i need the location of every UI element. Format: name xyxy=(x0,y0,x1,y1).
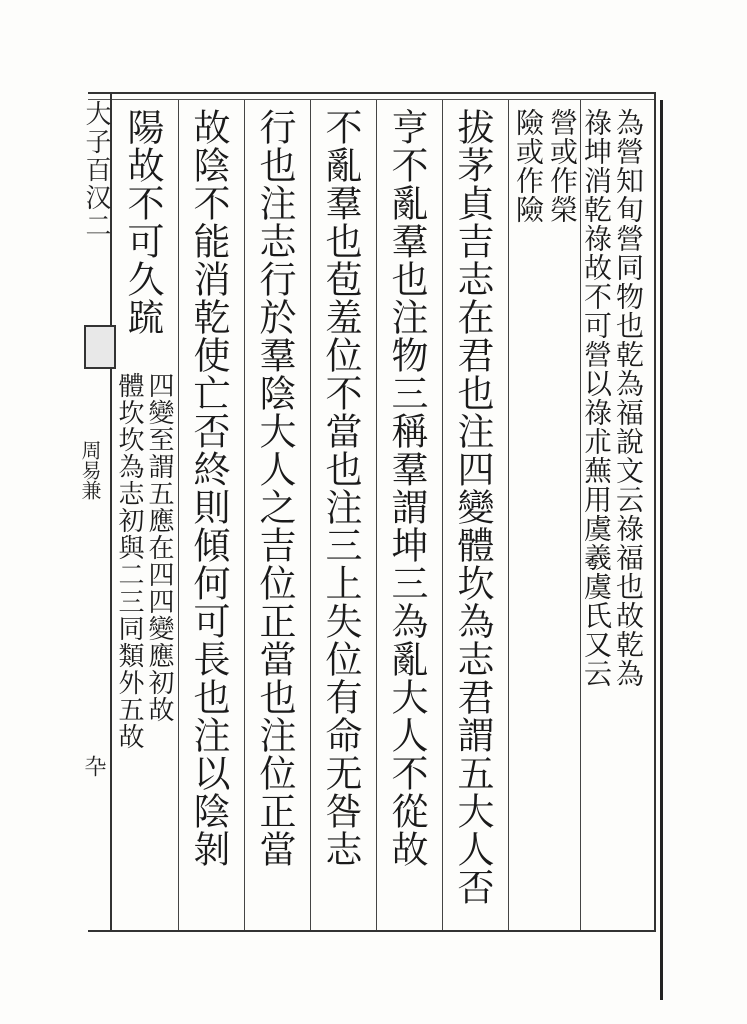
column-rule xyxy=(376,100,377,930)
column-rule xyxy=(442,100,443,930)
frame-top-border xyxy=(88,92,656,94)
column-rule xyxy=(310,100,311,930)
frame-right-border xyxy=(654,92,656,930)
column-rule xyxy=(178,100,179,930)
note-column-right: 營或作榮 xyxy=(546,108,579,224)
text-column-6-note-left: 體坎坎為志初與二三同類外五故 xyxy=(114,372,144,750)
book-title: 周易兼 xyxy=(78,440,102,500)
text-column-2: 亨不亂羣也注物三稱羣謂坤三為亂大人不從故 xyxy=(385,108,428,868)
fold-fish-tail-mark xyxy=(84,325,116,369)
commentary-column-right: 為營知旬營同物也乾為福說文云祿福也故乾為 xyxy=(612,108,645,688)
frame-top-inner-border xyxy=(88,99,656,100)
commentary-column-left: 祿坤消乾祿故不可營以祿朮蕪用虞羲虞氏又云 xyxy=(580,108,613,688)
scan-edge xyxy=(660,100,663,1000)
text-column-1: 拔茅貞吉志在君也注四變體坎為志君謂五大人否 xyxy=(451,108,494,906)
text-column-3: 不亂羣也苞羞位不當也注三上失位有命无咎志 xyxy=(319,108,362,868)
column-rule xyxy=(244,100,245,930)
text-column-5: 故陰不能消乾使亡否終則傾何可長也注以陰剝 xyxy=(187,108,230,868)
column-rule xyxy=(508,100,509,930)
text-column-6-head: 陽故不可久䟽 xyxy=(121,108,164,336)
margin-header: 大子百汉二 xyxy=(81,100,111,240)
note-column-left: 險或作險 xyxy=(512,108,545,224)
page-number: 卆 xyxy=(81,755,106,777)
text-column-4: 行也注志行於羣陰大人之吉位正當也注位正當 xyxy=(253,108,296,868)
text-column-6-note-right: 四變至謂五應在四四變應初故 xyxy=(144,372,174,723)
frame-bottom-border xyxy=(88,930,656,932)
